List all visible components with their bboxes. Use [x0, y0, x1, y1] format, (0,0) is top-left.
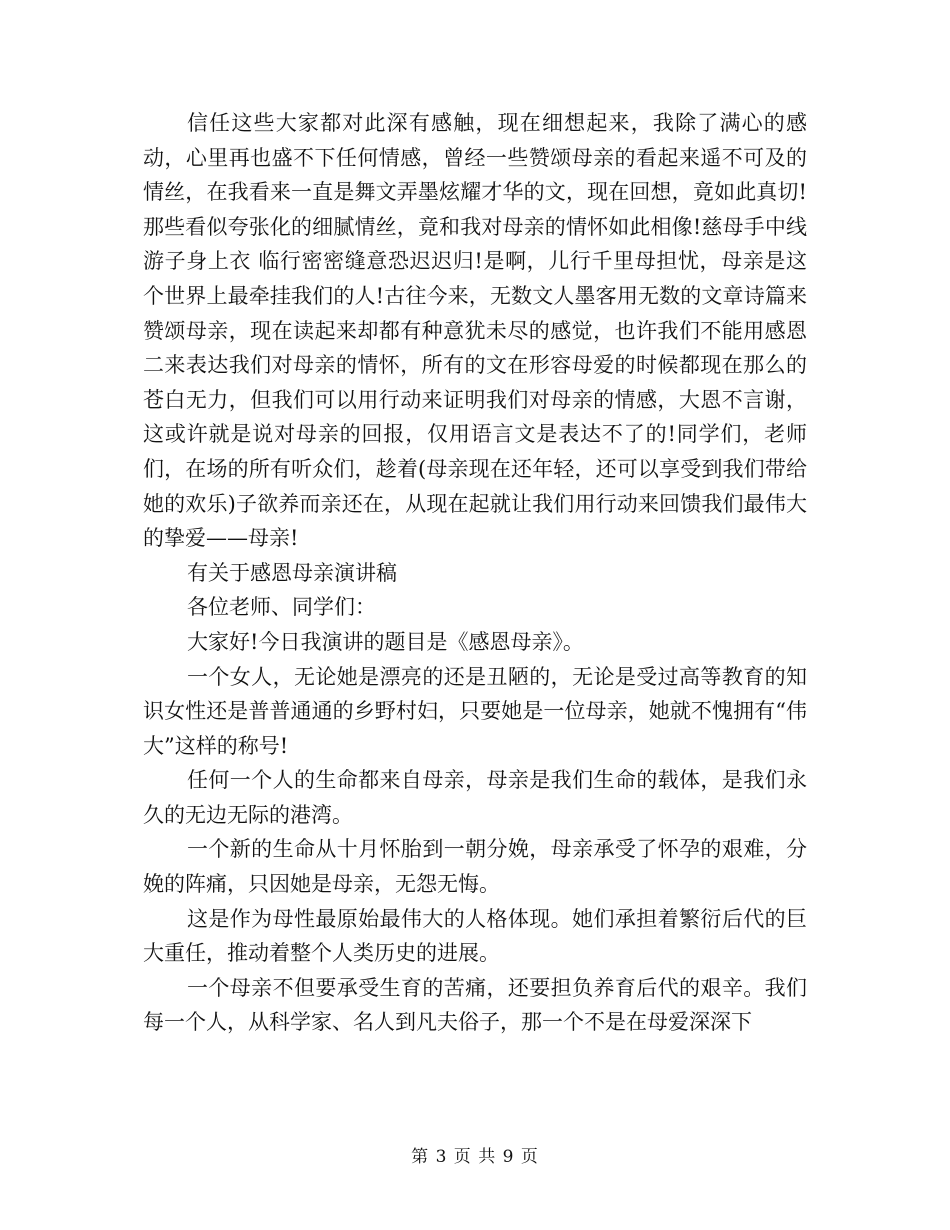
- paragraph-5: 一个女人，无论她是漂亮的还是丑陋的，无论是受过高等教育的知识女性还是普普通通的乡野村妇，只要她是一位母亲，她就不愧拥有“伟大”这样的称号!: [143, 664, 807, 758]
- document-body: [143, 106, 807, 1040]
- paragraph-7: 一个新的生命从十月怀胎到一朝分娩，母亲承受了怀孕的艰难，分娩的阵痛，只因她是母亲，无怨无悔。: [143, 837, 807, 897]
- paragraph-2-heading: 有关于感恩母亲演讲稿: [187, 560, 397, 585]
- page-number-footer: 第 3 页 共 9 页: [411, 1147, 539, 1167]
- paragraph-9: 一个母亲不但要承受生育的苦痛，还要担负养育后代的艰辛。我们每一个人，从科学家、名人到凡夫俗子，那一个不是在母爱深深下: [143, 975, 807, 1035]
- paragraph-3-salutation: 各位老师、同学们：: [187, 595, 376, 620]
- paragraph-4: 大家好!今日我演讲的题目是《感恩母亲》。: [187, 629, 584, 654]
- paragraph-1: 信任这些大家都对此深有感触，现在细想起来，我除了满心的感动，心里再也盛不下任何情感，曾经一些赞颂母亲的看起来遥不可及的情丝，在我看来一直是舞文弄墨炫耀才华的文，现在回想，竟如此真切!那些看似夸张化的细腻情丝，竟和我对母亲的情怀如此相像!慈母手中线游子身上衣 临行密密缝意恐迟迟归!是啊，儿行千里母担忧，母亲是这个世界上最牵挂我们的人!古往今来，无数文人墨客用无数的文章诗篇来赞颂母亲，现在读起来却都有种意犹未尽的感觉，也许我们不能用感恩二来表达我们对母亲的情怀，所有的文在形容母爱的时候都现在那么的苍白无力，但我们可以用行动来证明我们对母亲的情感，大恩不言谢，这或许就是说对母亲的回报，仅用语言文是表达不了的!同学们，老师们，在场的所有听众们，趁着(母亲现在还年轻，还可以享受到我们带给她的欢乐)子欲养而亲还在，从现在起就让我们用行动来回馈我们最伟大的挚爱——母亲!: [143, 111, 807, 551]
- paragraph-8: 这是作为母性最原始最伟大的人格体现。她们承担着繁衍后代的巨大重任，推动着整个人类历史的进展。: [143, 906, 807, 966]
- paragraph-6: 任何一个人的生命都来自母亲，母亲是我们生命的载体，是我们永久的无边无际的港湾。: [143, 768, 807, 827]
